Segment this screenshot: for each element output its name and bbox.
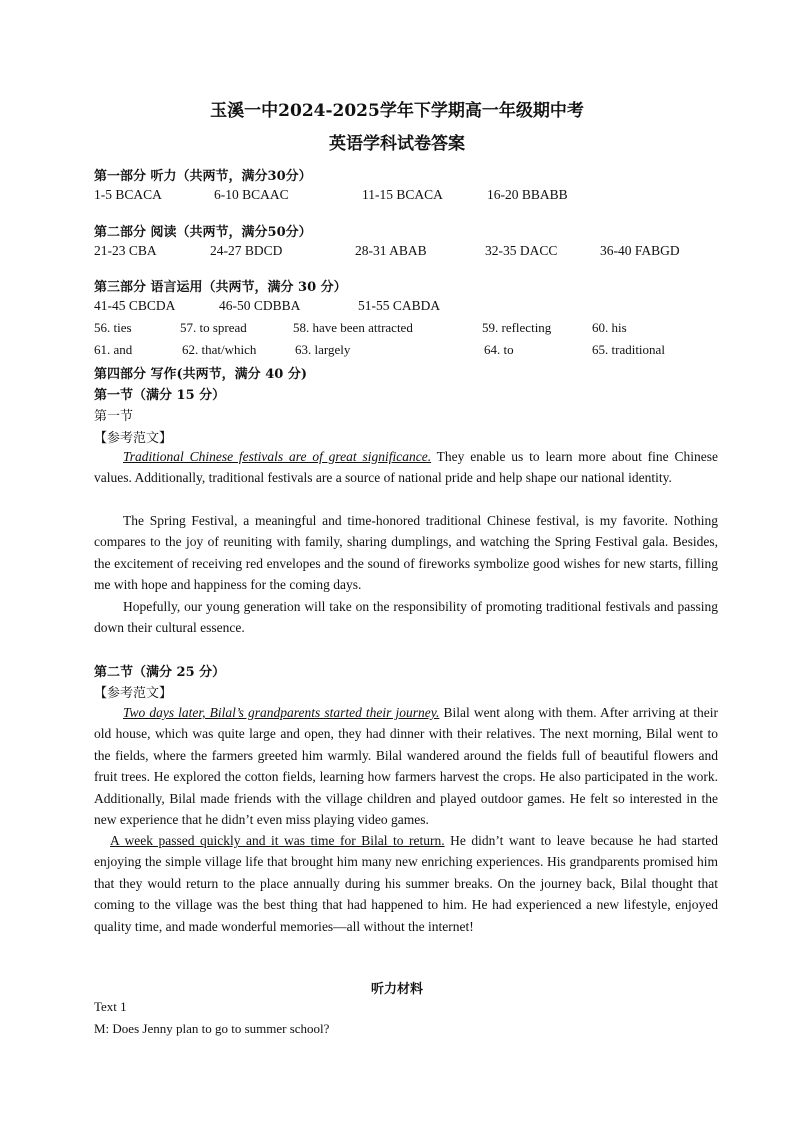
- essay2-paragraph1: [94, 702, 718, 830]
- part3-answers-row1: [94, 298, 714, 318]
- doc-title: 玉溪一中2024-2025学年下学期高一年级期中考: [210, 101, 584, 121]
- part2-answers: [94, 243, 714, 263]
- sample-essay-label-2: 【参考范文】: [94, 686, 173, 701]
- answer-group: 11-15 BCACA: [362, 187, 443, 202]
- part1-heading: 第一部分 听力（共两节，满分30分）: [94, 169, 312, 184]
- answer-item: 65. traditional: [592, 342, 665, 357]
- answer-group: 32-35 DACC: [485, 243, 558, 258]
- answer-item: 59. reflecting: [482, 320, 552, 335]
- answer-group: 6-10 BCAAC: [214, 187, 289, 202]
- answer-group: 51-55 CABDA: [358, 298, 441, 313]
- text1-label: Text 1: [94, 999, 127, 1014]
- answer-item: 56. ties: [94, 320, 132, 335]
- answer-item: 60. his: [592, 320, 627, 335]
- essay2-paragraph2-opening: A week passed quickly and it was time for Bilal to return.: [110, 833, 445, 848]
- essay1-paragraph1: [94, 446, 718, 489]
- essay2-p2-text: He didn’t want to leave because he had started enjoying the simple village life that brought him many new enriching experiences. His grandparents promised him that they would return to the place annually during his summer breaks. On the journey back, Bilal thought that coming to the village was the best thing that had happened to him. He had experienced a new lifestyle, enjoyed quality time, and made wonderful memories—all without the internet!: [94, 833, 718, 934]
- essay1-p1-text: They enable us to learn more about fine Chinese values. Additionally, traditional festivals are a source of national pride and help shape our national identity.: [94, 449, 718, 486]
- answer-group: 41-45 CBCDA: [94, 298, 176, 313]
- essay2-p1-text: Bilal went along with them. After arriving at their old house, which was quite large and open, they had dinner with their relatives. The next morning, Bilal went to the fields, where the farmers greeted him warmly. Bilal wandered around the fields full of beautiful flowers and fruit trees. He explored the cotton fields, learning how farmers harvest the crops. He also participated in the work. Additionally, Bilal made friends with the village children and played outdoor games. He felt so interested in the new experience that he didn’t even miss playing video games.: [94, 705, 718, 828]
- section2-heading: 第二节（满分 25 分）: [94, 665, 226, 680]
- listening-line: M: Does Jenny plan to go to summer school?: [94, 1021, 330, 1036]
- answer-group: 21-23 CBA: [94, 243, 157, 258]
- part2-heading: 第二部分 阅读（共两节，满分50分）: [94, 225, 312, 240]
- answer-item: 61. and: [94, 342, 133, 357]
- listening-heading: 听力材料: [370, 982, 423, 997]
- essay2-opening-sentence: Two days later, Bilal’s grandparents started their journey.: [123, 705, 440, 720]
- answer-item: 57. to spread: [180, 320, 247, 335]
- essay1-paragraph3: Hopefully, our young generation will take on the responsibility of promoting traditional festivals and passing down their cultural essence.: [94, 599, 718, 636]
- answer-item: 58. have been attracted: [293, 320, 413, 335]
- answer-group: 46-50 CDBBA: [219, 298, 301, 313]
- part1-answers: [94, 187, 714, 207]
- answer-group: 36-40 FABGD: [600, 243, 680, 258]
- answer-item: 64. to: [484, 342, 514, 357]
- part3-heading: 第三部分 语言运用（共两节，满分 30 分）: [94, 280, 347, 295]
- section1-heading: 第一节（满分 15 分）: [94, 388, 226, 403]
- part3-answers-row3: [94, 342, 714, 362]
- answer-group: 1-5 BCACA: [94, 187, 162, 202]
- answer-item: 62. that/which: [182, 342, 257, 357]
- answer-group: 16-20 BBABB: [487, 187, 568, 202]
- part3-answers-row2: [94, 320, 714, 340]
- essay2-paragraph2: [94, 830, 718, 937]
- answer-group: 28-31 ABAB: [355, 243, 427, 258]
- essay1-paragraph2: The Spring Festival, a meaningful and time-honored traditional Chinese festival, is my favorite. Nothing compares to the joy of reuniting with family, sharing dumplings, and watching the Spring Festival gala. Besides, the excitement of receiving red envelopes and the sound of fireworks symbolize good wishes for new starts, filling me with hope and happiness for the coming days.: [94, 513, 718, 593]
- part4-heading: 第四部分 写作(共两节，满分 40 分): [94, 367, 307, 382]
- answer-item: 63. largely: [295, 342, 351, 357]
- sample-essay-label: 【参考范文】: [94, 431, 173, 446]
- doc-subtitle: 英语学科试卷答案: [329, 134, 465, 154]
- section1-label: 第一节: [94, 409, 134, 424]
- answer-group: 24-27 BDCD: [210, 243, 283, 258]
- essay1-topic-sentence: Traditional Chinese festivals are of great significance.: [123, 449, 432, 464]
